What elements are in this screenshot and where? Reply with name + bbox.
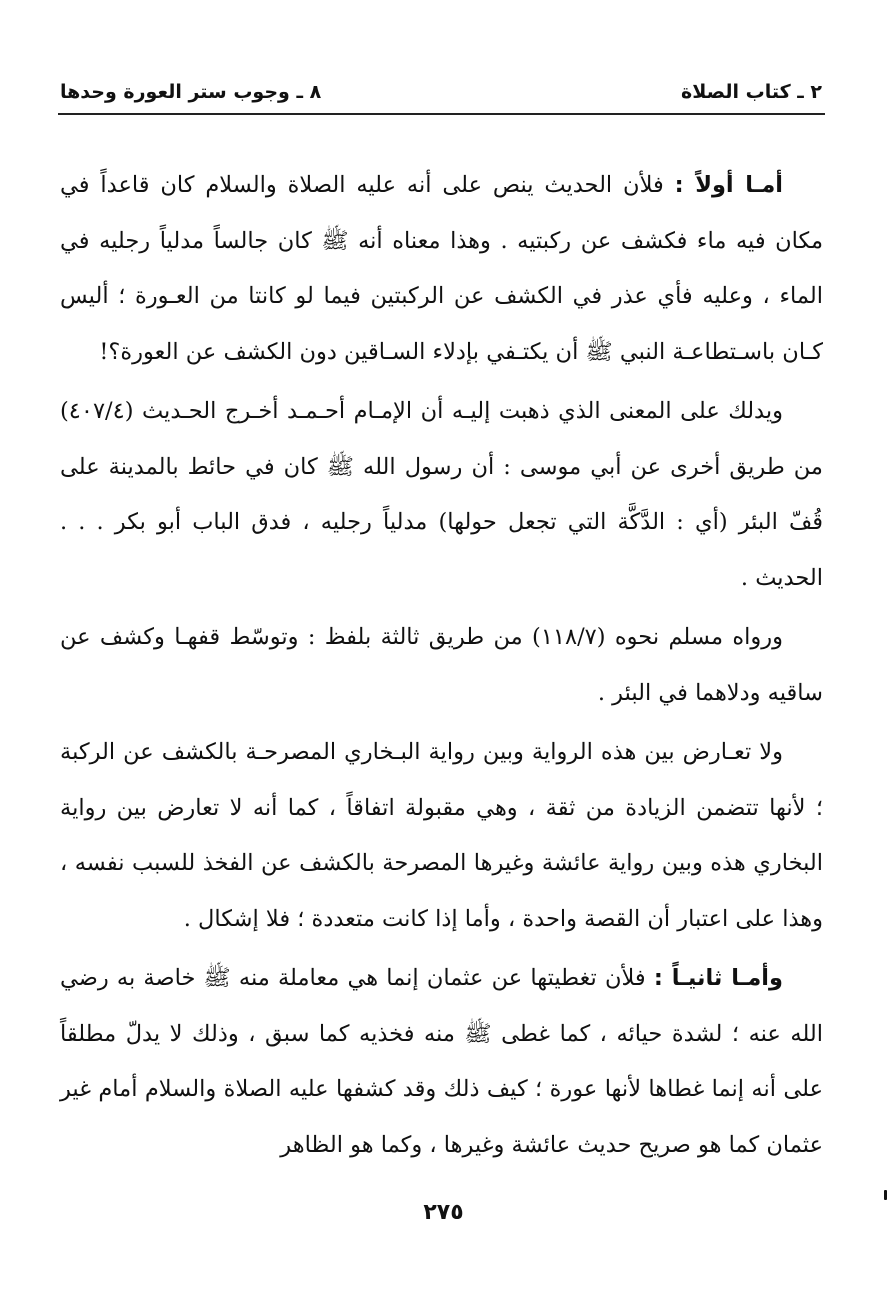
section-title: ٨ ـ وجوب ستر العورة وحدها — [60, 81, 322, 103]
paragraph-lead: وأمـا ثانيـاً : — [653, 965, 783, 991]
paragraph — [60, 725, 823, 947]
paragraph — [60, 610, 823, 721]
paragraph — [60, 951, 823, 1173]
page-number: ٢٧٥ — [423, 1200, 464, 1225]
chapter-title: ٢ ـ كتاب الصلاة — [681, 81, 822, 103]
paragraph-text: فلأن الحديث ينص على أنه عليه الصلاة والسلام كان قاعداً في مكان فيه ماء فكشف عن ركبتيه . وهذا معناه أنه ﷺ كان جالساً مدلياً رجليه في الماء ، وعليه فأي عذر في الكشف عن الركبتين فيما لو كانتا من العـورة ؛ أليس كـان باسـتطاعـة النبي ﷺ أن يكتـفي بإدلاء السـاقين دون الكشف عن العورة؟! — [60, 172, 823, 365]
body-text — [60, 158, 823, 1177]
paragraph-lead: أمـا أولاً : — [674, 172, 783, 198]
header-divider — [58, 113, 825, 115]
paragraph — [60, 158, 823, 380]
paragraph-text: ولا تعـارض بين هذه الرواية وبين رواية البـخاري المصرحـة بالكشف عن الركبة ؛ لأنها تتضمن الزيادة من ثقة ، وهي مقبولة اتفاقاً ، كما أنه لا تعارض بين رواية البخاري هذه وبين رواية عائشة وغيرها المصرحة بالكشف عن الفخذ للسبب نفسه ، وهذا على اعتبار أن القصة واحدة ، وأما إذا كانت متعددة ؛ فلا إشكال . — [60, 739, 823, 932]
paragraph-text: فلأن تغطيتها عن عثمان إنما هي معاملة منه ﷺ خاصة به رضي الله عنه ؛ لشدة حيائه ، كما غطى ﷺ منه فخذيه كما سبق ، وذلك لا يدلّ مطلقاً على أنه إنما غطاها لأنها عورة ؛ كيف ذلك وقد كشفها عليه الصلاة والسلام أمام غير عثمان كما هو صريح حديث عائشة وغيرها ، وكما هو الظاهر — [60, 965, 823, 1158]
paragraph-text: ورواه مسلم نحوه (١١٨/٧) من طريق ثالثة بلفظ : وتوسّط قفهـا وكشف عن ساقيه ودلاهما في البئر . — [60, 624, 823, 706]
paragraph — [60, 384, 823, 606]
paragraph-text: ويدلك على المعنى الذي ذهبت إليـه أن الإمـام أحـمـد أخـرج الحـديث (٤٠٧/٤) من طريق أخرى عن أبي موسى : أن رسول الله ﷺ كان في حائط بالمدينة على قُفّ البئر (أي : الدَّكَّة التي تجعل حولها) مدلياً رجليه ، فدق الباب أبو بكر . . . الحديث . — [60, 398, 823, 591]
running-header — [60, 76, 822, 108]
